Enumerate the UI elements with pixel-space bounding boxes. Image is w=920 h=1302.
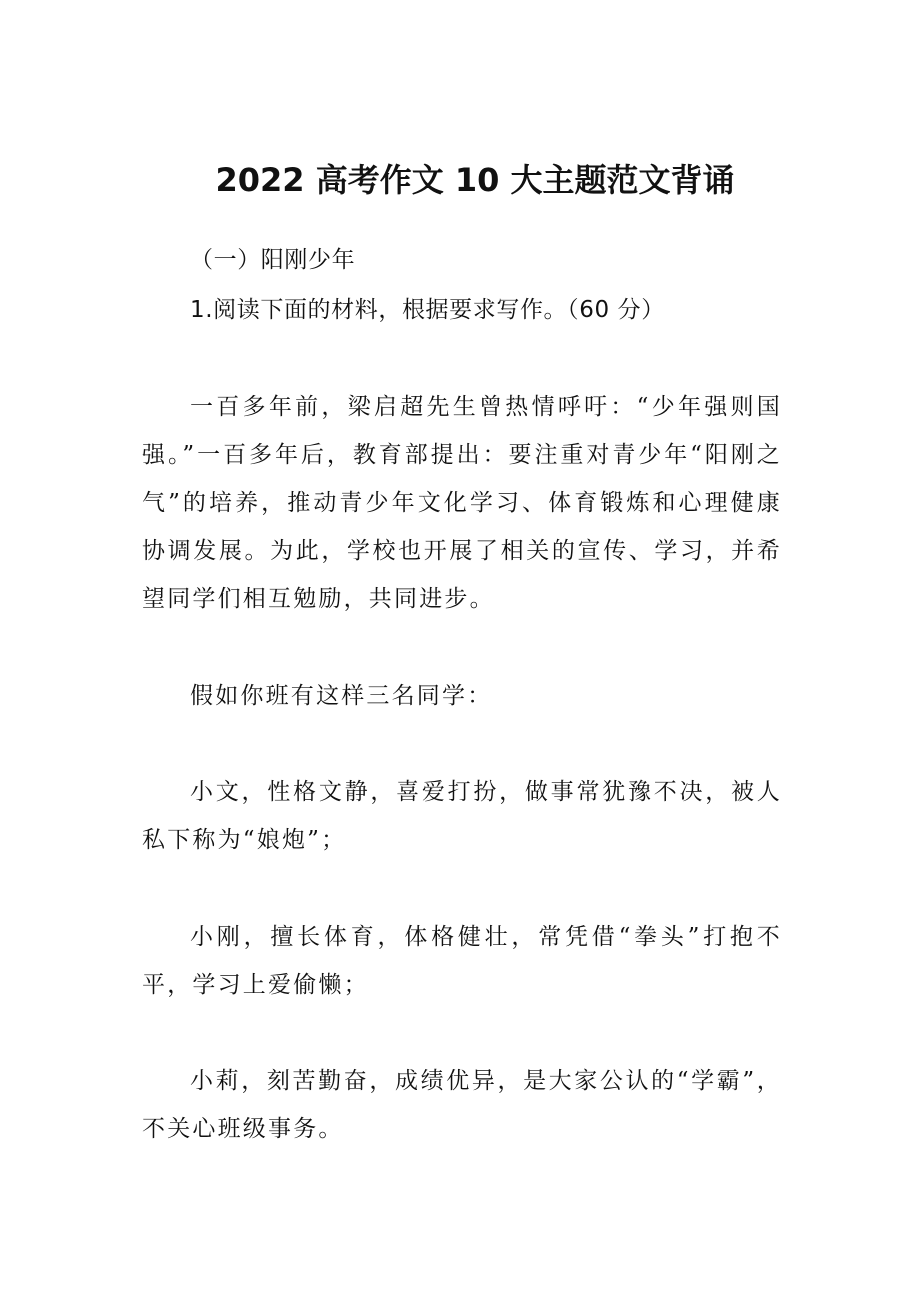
section-heading: （一）阳刚少年 <box>190 247 356 273</box>
intro-paragraph: 假如你班有这样三名同学： <box>190 683 493 709</box>
student-xiaoli-paragraph: 小莉，刻苦勤奋，成绩优异，是大家公认的“学霸”，不关心班级事务。 <box>142 1068 782 1142</box>
material-paragraph: 一百多年前，梁启超先生曾热情呼吁：“少年强则国强。”一百多年后，教育部提出：要注重对青少年“阳刚之气”的培养，推动青少年文化学习、体育锻炼和心理健康协调发展。为此，学校也开展了相关的宣传、学习，并希望同学们相互勉励，共同进步。 <box>142 394 782 612</box>
question-prompt: 1.阅读下面的材料，根据要求写作。（60 分） <box>190 297 665 323</box>
student-xiaowen-paragraph: 小文，性格文静，喜爱打扮，做事常犹豫不决，被人私下称为“娘炮”； <box>142 779 782 853</box>
document-title: 2022 高考作文 10 大主题范文背诵 <box>215 161 735 199</box>
student-xiaogang-paragraph: 小刚，擅长体育，体格健壮，常凭借“拳头”打抱不平，学习上爱偷懒； <box>142 924 782 998</box>
